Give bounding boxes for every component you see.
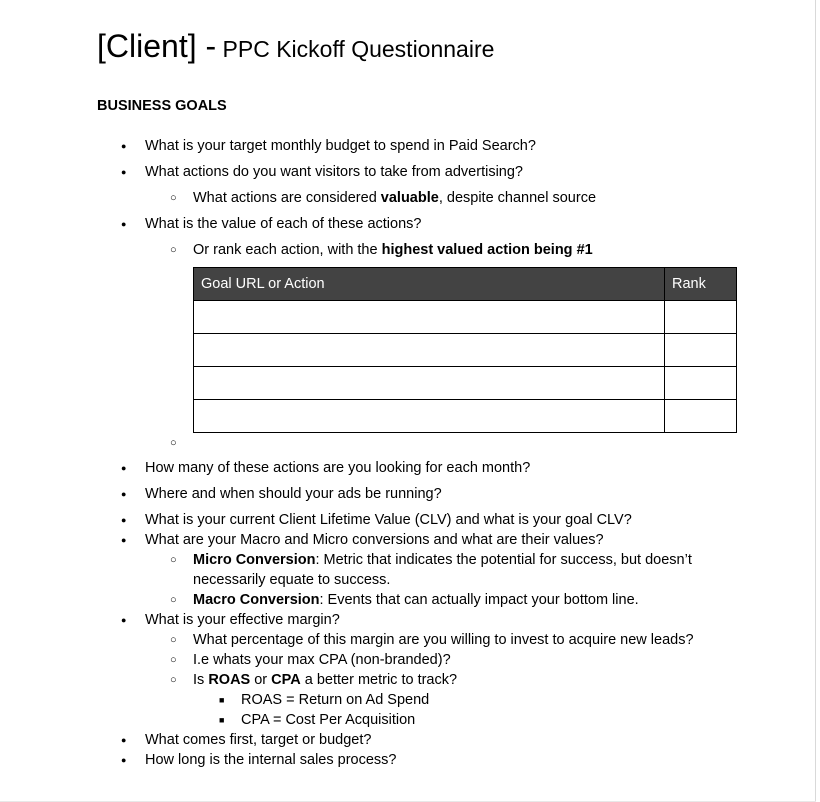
goals-table <box>193 267 737 433</box>
goal-cell[interactable] <box>194 301 665 334</box>
definition-cpa: CPA = Cost Per Acquisition <box>241 712 416 728</box>
goal-cell[interactable] <box>194 367 665 400</box>
title-client: [Client] - <box>97 28 217 64</box>
rank-cell[interactable] <box>665 301 737 334</box>
goal-cell[interactable] <box>194 334 665 367</box>
table-row <box>194 301 737 334</box>
subquestion-valuable: What actions are considered valuable, despite channel source <box>193 190 597 206</box>
question-budget: What is your target monthly budget to spend in Paid Search? <box>145 138 536 154</box>
table-header-row <box>194 268 737 301</box>
header-goal: Goal URL or Action <box>194 268 665 301</box>
header-rank: Rank <box>665 268 737 301</box>
rank-cell[interactable] <box>665 334 737 367</box>
question-ad-schedule: Where and when should your ads be running? <box>145 486 442 502</box>
document-title <box>97 26 494 73</box>
question-actions: What actions do you want visitors to take from advertising? <box>145 164 523 180</box>
question-sales-process: How long is the internal sales process? <box>145 752 397 768</box>
section-heading: BUSINESS GOALS <box>97 98 227 114</box>
goal-cell[interactable] <box>194 400 665 433</box>
subquestion-macro: Macro Conversion: Events that can actually impact your bottom line. <box>193 592 639 608</box>
subquestion-metric: Is ROAS or CPA a better metric to track? <box>193 672 458 688</box>
page-edge-divider <box>815 0 816 802</box>
table-row <box>194 367 737 400</box>
question-conversions: What are your Macro and Micro conversions and what are their values? <box>145 532 604 548</box>
subquestion-invest: What percentage of this margin are you willing to invest to acquire new leads? <box>193 632 694 648</box>
question-monthly-actions: How many of these actions are you looking for each month? <box>145 460 531 476</box>
question-margin: What is your effective margin? <box>145 612 340 628</box>
table-row <box>194 400 737 433</box>
subquestion-micro-cont: necessarily equate to success. <box>193 572 391 588</box>
subquestion-max-cpa: I.e whats your max CPA (non-branded)? <box>193 652 451 668</box>
table-row <box>194 334 737 367</box>
question-target-budget: What comes first, target or budget? <box>145 732 372 748</box>
definition-roas: ROAS = Return on Ad Spend <box>241 692 430 708</box>
rank-cell[interactable] <box>665 367 737 400</box>
title-rest: PPC Kickoff Questionnaire <box>216 36 495 62</box>
rank-cell[interactable] <box>665 400 737 433</box>
question-clv: What is your current Client Lifetime Value (CLV) and what is your goal CLV? <box>145 512 632 528</box>
question-value: What is the value of each of these actions? <box>145 216 422 232</box>
subquestion-rank: Or rank each action, with the highest valued action being #1 <box>193 242 593 258</box>
subquestion-micro: Micro Conversion: Metric that indicates the potential for success, but doesn’t <box>193 552 692 568</box>
